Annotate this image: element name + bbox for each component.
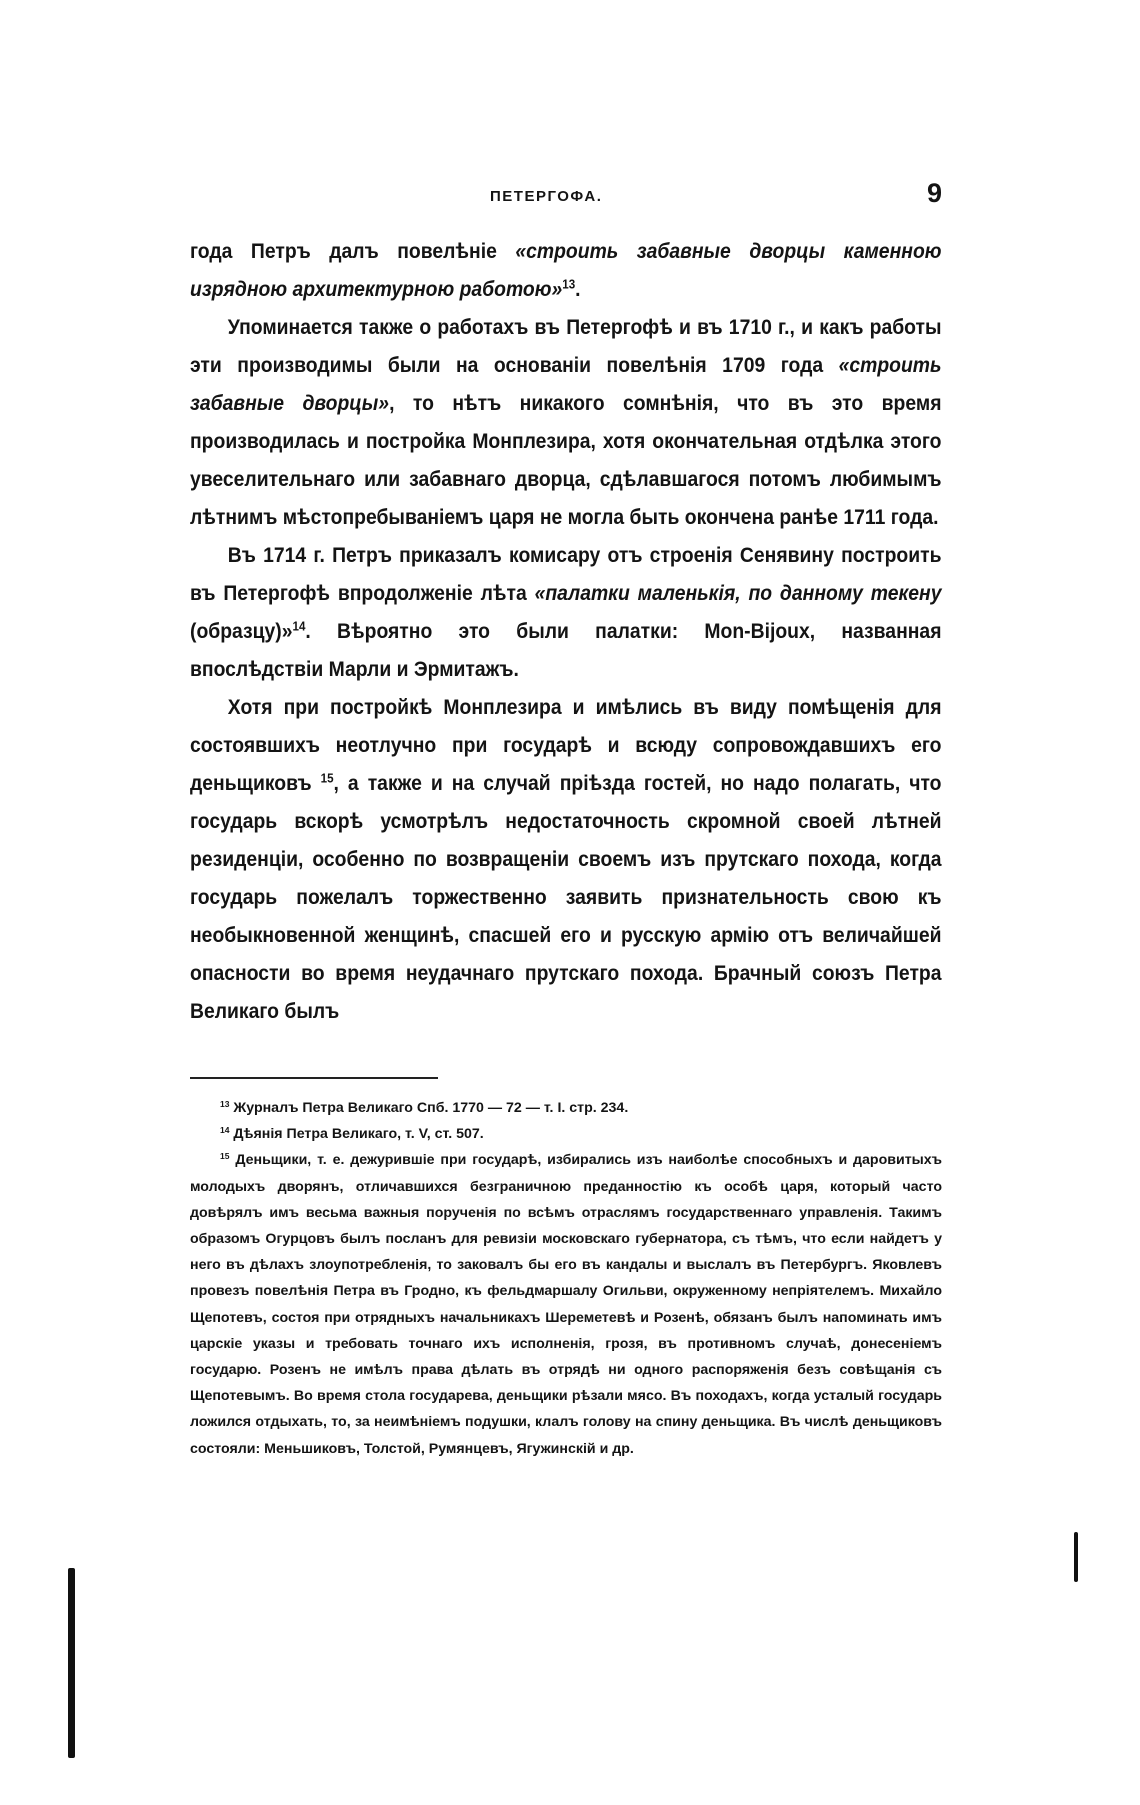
footnotes <box>190 1095 942 1462</box>
footnote-ref: 14 <box>292 618 306 634</box>
footnote <box>190 1095 942 1121</box>
footnote-ref: 13 <box>562 276 576 292</box>
footnote-number: 13 <box>220 1098 230 1109</box>
paragraph <box>190 308 942 536</box>
footnote-text: Журналъ Петра Великаго Спб. 1770 — 72 — т. I. стр. 234. <box>233 1100 629 1116</box>
footnote-text: Дѣянія Петра Великаго, т. V, ст. 507. <box>233 1126 484 1143</box>
text-run: (образцу)» <box>190 619 293 643</box>
scan-edge-mark <box>68 1568 75 1758</box>
quotation: «строить забавные дворцы» <box>190 353 942 415</box>
footnote-divider <box>190 1077 438 1079</box>
text-run: Хотя при постройкѣ Монплезира и имѣлись въ виду помѣщенія для состоявшихъ неотлучно при государѣ и всюду сопровождавшихъ его деньщиковъ <box>190 695 942 795</box>
text-run: , то нѣтъ никакого сомнѣнія, что въ это время производилась и постройка Монплезира, хотя окончательная отдѣлка этого увеселительнаго или забавнаго дворца, сдѣлавшагося потомъ любимымъ лѣтнимъ мѣстопребываніемъ царя не могла быть окончена ранѣе 1711 года. <box>190 391 942 529</box>
footnote <box>190 1121 942 1147</box>
text-run: Въ 1714 г. Петръ приказалъ комисару отъ строенія Сенявину построить въ Петергофѣ впродолженіе лѣта <box>190 543 942 605</box>
text-run: года Петръ далъ повелѣніе <box>190 239 516 263</box>
footnote-ref: 15 <box>320 770 334 786</box>
quotation: «строить забавные дворцы каменною изрядною архитектурною работою» <box>190 239 942 301</box>
text-run: . Вѣроятно это были палатки: Mon-Bijoux, названная впослѣдствіи Марли и Эрмитажъ. <box>190 619 942 681</box>
scan-edge-mark <box>1074 1532 1078 1582</box>
paragraph <box>190 232 942 308</box>
quotation: «палатки маленькія, по данному текену <box>534 581 942 605</box>
page-number: 9 <box>926 178 942 208</box>
page-header <box>190 178 942 228</box>
running-title: ПЕТЕРГОФА. <box>490 188 603 205</box>
text-run: Упоминается также о работахъ въ Петергофѣ и въ 1710 г., и какъ работы эти производимы были на основаніи повелѣнія 1709 года <box>190 315 942 377</box>
main-text <box>190 232 942 1030</box>
footnote-text: Деньщики, т. е. дежурившіе при государѣ, избирались изъ наиболѣе способныхъ и даровитыхъ молодыхъ дворянъ, отличавшихся безграничною преданностію къ особѣ царя, который часто довѣрялъ имъ весьма важныя порученія по всѣмъ отраслямъ государственнаго управленія. Такимъ образомъ Огурцовъ былъ посланъ для ревизіи московскаго губернатора, съ тѣмъ, что если найдетъ у него въ дѣлахъ злоупотребленія, то заковалъ бы его въ кандалы и выслалъ въ Петербургъ. Яковлевъ провезъ повелѣнія Петра въ Гродно, къ фельдмаршалу Огильви, окруженному непріятелемъ. Михайло Щепотевъ, состоя при отрядныхъ начальникахъ Шереметевѣ и Розенѣ, обязанъ былъ напоминать имъ царскіе указы и требовать точнаго ихъ исполненія, грозя, въ противномъ случаѣ, донесеніемъ государю. Розенъ не имѣлъ права дѣлать въ отрядѣ ни одного распоряженія безъ совѣщанія съ Щепотевымъ. Во время стола государева, деньщики рѣзали мясо. Въ походахъ, когда усталый государь ложился отдыхать, то, за неимѣніемъ подушки, клалъ голову на спину деньщика. Въ числѣ деньщиковъ состояли: Меньшиковъ, Толстой, Румянцевъ, Ягужинскій и др. <box>190 1152 942 1457</box>
footnote <box>190 1147 942 1461</box>
paragraph <box>190 688 942 1030</box>
text-run: , а также и на случай пріѣзда гостей, но надо полагать, что государь вскорѣ усмотрѣлъ недостаточность скромной своей лѣтней резиденціи, особенно по возвращеніи своемъ изъ прутскаго похода, когда государь пожелалъ торжественно заявить признательность свою къ необыкновенной женщинѣ, спасшей его и русскую армію отъ величайшей опасности во время неудачнаго прутскаго похода. Брачный союзъ Петра Великаго былъ <box>190 771 942 1023</box>
footnote-number: 15 <box>220 1151 230 1162</box>
footnote-number: 14 <box>220 1125 230 1136</box>
text-run: . <box>575 277 581 301</box>
paragraph <box>190 536 942 688</box>
